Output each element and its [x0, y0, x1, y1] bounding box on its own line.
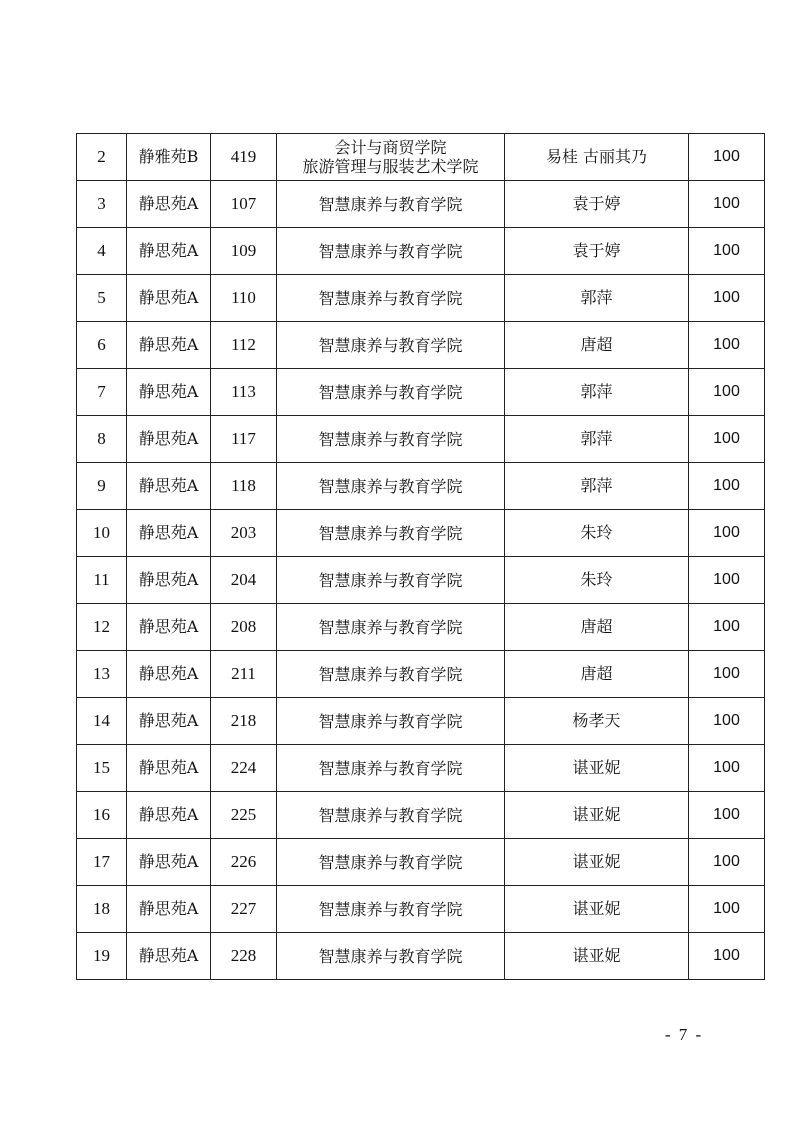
room-number-cell: 218 [211, 698, 277, 745]
row-number-cell: 19 [77, 933, 127, 980]
score-cell: 100 [689, 369, 765, 416]
row-number-cell: 3 [77, 181, 127, 228]
row-number-cell: 18 [77, 886, 127, 933]
college-cell [277, 792, 505, 839]
college-name: 智慧康养与教育学院 [318, 194, 463, 214]
room-number-cell: 203 [211, 510, 277, 557]
score-cell: 100 [689, 745, 765, 792]
room-number-cell: 227 [211, 886, 277, 933]
score-cell: 100 [689, 839, 765, 886]
table-row [77, 510, 765, 557]
teacher-cell: 袁于婷 [505, 181, 689, 228]
row-number-cell: 17 [77, 839, 127, 886]
building-cell: 静思苑A [127, 604, 211, 651]
row-number-cell: 5 [77, 275, 127, 322]
table-row [77, 134, 765, 181]
college-cell [277, 745, 505, 792]
college-name: 智慧康养与教育学院 [318, 382, 463, 402]
table-row [77, 839, 765, 886]
college-name: 智慧康养与教育学院 [318, 852, 463, 872]
college-name: 智慧康养与教育学院 [318, 805, 463, 825]
teacher-cell: 唐超 [505, 604, 689, 651]
room-number-cell: 226 [211, 839, 277, 886]
table-row [77, 933, 765, 980]
building-cell: 静思苑A [127, 651, 211, 698]
college-cell [277, 416, 505, 463]
college-name: 会计与商贸学院 [334, 138, 447, 157]
teacher-cell: 唐超 [505, 651, 689, 698]
college-cell [277, 134, 505, 181]
table-row [77, 228, 765, 275]
college-cell [277, 275, 505, 322]
table-row [77, 416, 765, 463]
row-number-cell: 16 [77, 792, 127, 839]
building-cell: 静思苑A [127, 933, 211, 980]
score-cell: 100 [689, 886, 765, 933]
room-number-cell: 211 [211, 651, 277, 698]
room-number-cell: 110 [211, 275, 277, 322]
room-number-cell: 225 [211, 792, 277, 839]
building-cell: 静思苑A [127, 275, 211, 322]
score-cell: 100 [689, 322, 765, 369]
teacher-cell: 杨孝天 [505, 698, 689, 745]
building-cell: 静思苑A [127, 557, 211, 604]
teacher-cell: 郭萍 [505, 463, 689, 510]
row-number-cell: 2 [77, 134, 127, 181]
college-cell [277, 463, 505, 510]
building-cell: 静思苑A [127, 369, 211, 416]
row-number-cell: 7 [77, 369, 127, 416]
room-number-cell: 228 [211, 933, 277, 980]
college-name: 智慧康养与教育学院 [318, 711, 463, 731]
building-cell: 静思苑A [127, 463, 211, 510]
room-number-cell: 113 [211, 369, 277, 416]
college-name: 智慧康养与教育学院 [318, 570, 463, 590]
teacher-cell: 郭萍 [505, 416, 689, 463]
table-row [77, 557, 765, 604]
college-cell [277, 651, 505, 698]
room-number-cell: 117 [211, 416, 277, 463]
table-row [77, 369, 765, 416]
college-name: 智慧康养与教育学院 [318, 429, 463, 449]
table-row [77, 463, 765, 510]
teacher-cell: 谌亚妮 [505, 933, 689, 980]
dormitory-score-table [76, 133, 765, 980]
score-cell: 100 [689, 510, 765, 557]
score-cell: 100 [689, 275, 765, 322]
college-name: 智慧康养与教育学院 [318, 476, 463, 496]
teacher-cell: 袁于婷 [505, 228, 689, 275]
table-row [77, 604, 765, 651]
room-number-cell: 224 [211, 745, 277, 792]
row-number-cell: 15 [77, 745, 127, 792]
table-row [77, 886, 765, 933]
college-cell [277, 510, 505, 557]
college-cell [277, 839, 505, 886]
table-row [77, 792, 765, 839]
college-name: 智慧康养与教育学院 [318, 664, 463, 684]
table-row [77, 651, 765, 698]
teacher-cell: 谌亚妮 [505, 792, 689, 839]
score-cell: 100 [689, 557, 765, 604]
score-cell: 100 [689, 698, 765, 745]
score-cell: 100 [689, 463, 765, 510]
teacher-cell: 朱玲 [505, 510, 689, 557]
room-number-cell: 109 [211, 228, 277, 275]
table-body [77, 134, 765, 980]
score-cell: 100 [689, 651, 765, 698]
table-row [77, 275, 765, 322]
row-number-cell: 12 [77, 604, 127, 651]
score-cell: 100 [689, 792, 765, 839]
college-cell [277, 369, 505, 416]
college-name: 智慧康养与教育学院 [318, 617, 463, 637]
college-cell [277, 181, 505, 228]
row-number-cell: 4 [77, 228, 127, 275]
teacher-cell: 易桂 古丽其乃 [505, 134, 689, 181]
teacher-cell: 郭萍 [505, 275, 689, 322]
score-cell: 100 [689, 933, 765, 980]
college-name: 智慧康养与教育学院 [318, 899, 463, 919]
room-number-cell: 419 [211, 134, 277, 181]
teacher-cell: 谌亚妮 [505, 745, 689, 792]
room-number-cell: 118 [211, 463, 277, 510]
score-cell: 100 [689, 134, 765, 181]
building-cell: 静雅苑B [127, 134, 211, 181]
college-name: 智慧康养与教育学院 [318, 946, 463, 966]
row-number-cell: 6 [77, 322, 127, 369]
row-number-cell: 11 [77, 557, 127, 604]
row-number-cell: 13 [77, 651, 127, 698]
teacher-cell: 朱玲 [505, 557, 689, 604]
college-cell [277, 322, 505, 369]
teacher-cell: 谌亚妮 [505, 839, 689, 886]
score-cell: 100 [689, 416, 765, 463]
room-number-cell: 208 [211, 604, 277, 651]
table-row [77, 698, 765, 745]
building-cell: 静思苑A [127, 322, 211, 369]
building-cell: 静思苑A [127, 416, 211, 463]
room-number-cell: 107 [211, 181, 277, 228]
teacher-cell: 郭萍 [505, 369, 689, 416]
page-number: - 7 - [664, 1025, 704, 1044]
college-cell [277, 604, 505, 651]
row-number-cell: 8 [77, 416, 127, 463]
building-cell: 静思苑A [127, 745, 211, 792]
college-cell [277, 557, 505, 604]
room-number-cell: 204 [211, 557, 277, 604]
row-number-cell: 14 [77, 698, 127, 745]
college-cell [277, 886, 505, 933]
college-name: 智慧康养与教育学院 [318, 241, 463, 261]
college-name: 智慧康养与教育学院 [318, 523, 463, 543]
building-cell: 静思苑A [127, 510, 211, 557]
room-number-cell: 112 [211, 322, 277, 369]
row-number-cell: 9 [77, 463, 127, 510]
building-cell: 静思苑A [127, 181, 211, 228]
score-cell: 100 [689, 228, 765, 275]
college-cell [277, 698, 505, 745]
row-number-cell: 10 [77, 510, 127, 557]
college-cell [277, 933, 505, 980]
teacher-cell: 唐超 [505, 322, 689, 369]
building-cell: 静思苑A [127, 792, 211, 839]
building-cell: 静思苑A [127, 839, 211, 886]
table-row [77, 181, 765, 228]
college-name: 智慧康养与教育学院 [318, 288, 463, 308]
college-name: 智慧康养与教育学院 [318, 335, 463, 355]
score-cell: 100 [689, 181, 765, 228]
teacher-cell: 谌亚妮 [505, 886, 689, 933]
table-row [77, 745, 765, 792]
table-row [77, 322, 765, 369]
building-cell: 静思苑A [127, 698, 211, 745]
building-cell: 静思苑A [127, 228, 211, 275]
building-cell: 静思苑A [127, 886, 211, 933]
college-name: 旅游管理与服装艺术学院 [302, 157, 479, 176]
college-cell [277, 228, 505, 275]
score-cell: 100 [689, 604, 765, 651]
college-name: 智慧康养与教育学院 [318, 758, 463, 778]
